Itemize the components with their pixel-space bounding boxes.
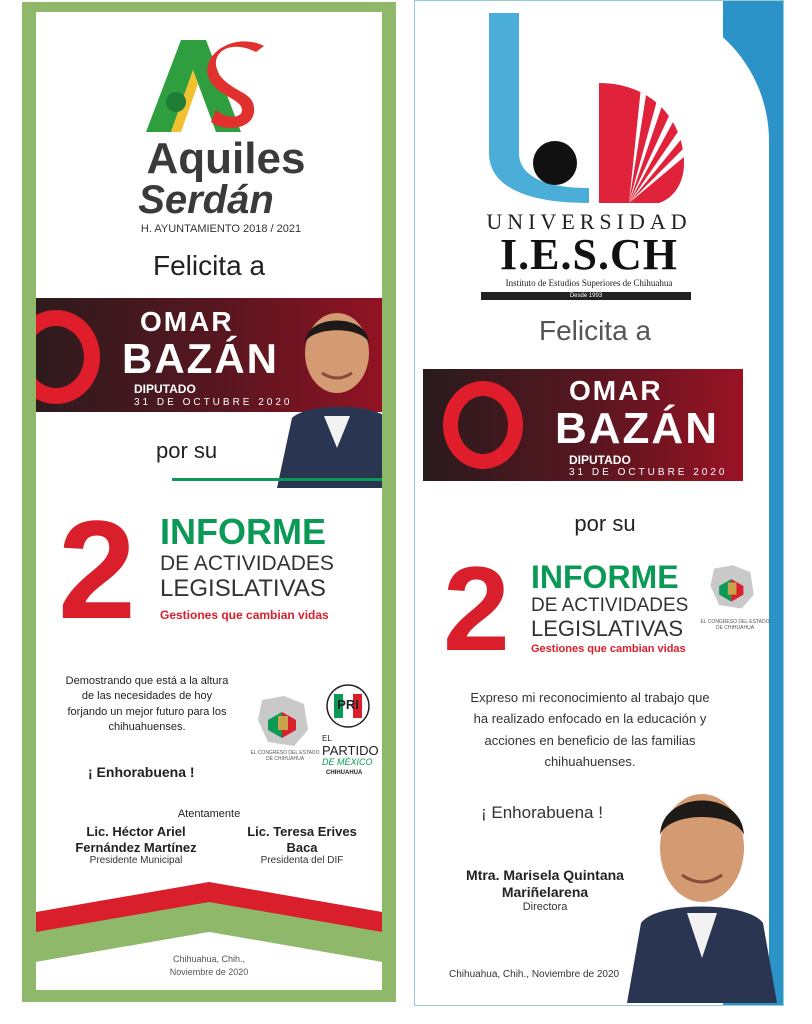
- informe-line2: LEGISLATIVAS: [160, 575, 326, 602]
- sig2-name-line2: Baca: [286, 839, 318, 855]
- since-bar: [481, 292, 691, 300]
- right-banner-date: 31 DE OCTUBRE 2020: [569, 467, 728, 478]
- omar-bazan-banner: [36, 298, 382, 412]
- pri-letters: PRI: [337, 697, 359, 712]
- partido-line3: DE MÉXICO: [322, 757, 373, 767]
- footer-line1: Chihuahua, Chih.,: [172, 954, 246, 964]
- right-informe-line2: LEGISLATIVAS: [531, 616, 684, 641]
- congress-map-icon: [254, 690, 314, 750]
- sig1-name-line1: Lic. Héctor Ariel: [86, 824, 186, 839]
- signature-dif: [232, 824, 372, 866]
- right-congress-map-icon: [707, 557, 759, 615]
- banner-date: 31 DE OCTUBRE 2020: [134, 397, 293, 408]
- signature-mayor: [56, 824, 216, 866]
- pri-party-logo: [316, 684, 379, 784]
- congress-seal: [250, 690, 320, 770]
- felicita-text: Felicita a: [152, 250, 266, 281]
- letter-o-ring: [36, 310, 100, 404]
- right-omar-bazan-banner: [423, 369, 743, 481]
- right-footer: Chihuahua, Chih., Noviembre de 2020: [449, 969, 620, 980]
- banner-last-name: BAZÁN: [122, 335, 279, 382]
- green-divider: [172, 478, 382, 481]
- informe-line1: DE ACTIVIDADES: [160, 552, 334, 575]
- since-text: Desde 1993: [569, 293, 603, 299]
- banner-first-name: OMAR: [140, 306, 234, 337]
- sig2-name-line1: Lic. Teresa Erives: [247, 824, 357, 839]
- institute-name: Instituto de Estudios Superiores de Chihuahua: [505, 278, 673, 288]
- iesch-ad: [414, 0, 784, 1006]
- atentamente-text: Atentamente: [177, 808, 241, 820]
- aquiles-serdan-ad: [22, 2, 396, 1002]
- footer-line2: Noviembre de 2020: [169, 967, 249, 977]
- right-banner-role: DIPUTADO: [569, 453, 631, 467]
- enhorabuena-text: ¡ Enhorabuena !: [88, 764, 195, 780]
- right-letter-o-ring: [443, 381, 523, 469]
- right-message-text: Expreso mi reconocimiento al trabajo que ha realizado enfocado en la educación y acciones en beneficio de las familias chihuahuenses.: [470, 690, 710, 770]
- congress-caption: EL CONGRESO DEL ESTADO DE CHIHUAHUA: [250, 750, 320, 762]
- partido-line1: EL: [322, 734, 332, 743]
- right-informe-tagline: Gestiones que cambian vidas: [531, 643, 686, 655]
- informe-tagline: Gestiones que cambian vidas: [160, 608, 329, 622]
- message-text: Demostrando que está a la altura de las necesidades de hoy forjando un mejor futuro para los chihuahuenses.: [65, 675, 229, 734]
- informe-number: 2: [58, 491, 136, 648]
- sig2-role: Presidenta del DIF: [260, 855, 344, 867]
- portrait-photo: [272, 298, 382, 488]
- as-logo-mark: [136, 32, 276, 137]
- iesch-logo-icon: [479, 13, 699, 203]
- por-su-text: por su: [156, 438, 218, 463]
- logo-subtitle: H. AYUNTAMIENTO 2018 / 2021: [140, 223, 302, 235]
- sig1-role: Presidente Municipal: [89, 855, 183, 867]
- right-por-su-text: por su: [574, 511, 636, 536]
- right-banner-last-name: BAZÁN: [555, 404, 719, 453]
- partido-line4: CHIHUAHUA: [326, 770, 363, 776]
- right-sig-role: Directora: [522, 900, 568, 913]
- right-sig-name-line1: Mtra. Marisela Quintana: [466, 867, 624, 883]
- right-banner-first-name: OMAR: [569, 375, 663, 406]
- right-informe-number: 2: [443, 542, 510, 676]
- banner-role: DIPUTADO: [134, 382, 196, 396]
- right-congress-caption: EL CONGRESO DEL ESTADO DE CHIHUAHUA: [700, 619, 770, 631]
- right-signature: [425, 867, 665, 913]
- right-congress-seal: [700, 557, 770, 657]
- logo-text-serdan: Serdán: [138, 178, 274, 222]
- sig1-name-line2: Fernández Martínez: [75, 839, 197, 855]
- right-informe-title: INFORME: [531, 559, 679, 595]
- right-felicita-text: Felicita a: [538, 315, 652, 346]
- aquiles-serdan-ad-content: [36, 12, 382, 990]
- informe-title: INFORME: [160, 511, 326, 552]
- right-enhorabuena-text: ¡ Enhorabuena !: [481, 803, 603, 822]
- logo-text-aquiles: Aquiles: [146, 134, 306, 183]
- university-label: UNIVERSIDAD: [486, 209, 692, 234]
- partido-line2: PARTIDO: [322, 743, 379, 758]
- right-sig-name-line2: Mariñelarena: [501, 883, 589, 900]
- iesch-acronym: I.E.S.CH: [500, 230, 678, 279]
- aquiles-serdan-logo: [106, 32, 306, 235]
- right-informe-line1: DE ACTIVIDADES: [531, 595, 689, 616]
